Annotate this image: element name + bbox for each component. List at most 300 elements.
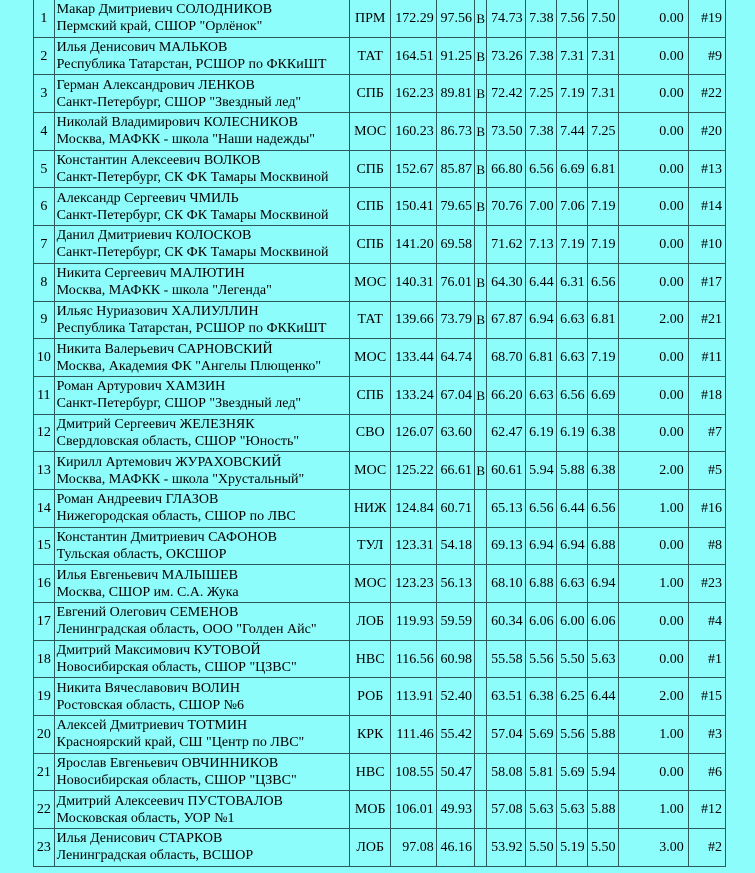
- athlete-name: Константин Дмитриевич САФОНОВ: [56, 529, 277, 545]
- component-composition: 5.63: [556, 791, 587, 829]
- total-score: 123.31: [391, 527, 436, 565]
- component-score: 60.61: [487, 452, 525, 490]
- rank-cell: 17: [34, 603, 55, 641]
- bonus-mark: [475, 414, 487, 452]
- deductions: 2.00: [618, 301, 688, 339]
- start-number: #23: [688, 565, 725, 603]
- athlete-name: Ильяс Нуриазович ХАЛИУЛЛИН: [56, 303, 259, 319]
- component-composition: 6.25: [556, 678, 587, 716]
- component-skating-skills: 5.81: [525, 753, 556, 791]
- rank-cell: 12: [34, 414, 55, 452]
- athlete-cell: [54, 527, 349, 565]
- rank-cell: 21: [34, 753, 55, 791]
- region-code: МОС: [350, 452, 391, 490]
- start-number: #20: [688, 113, 725, 151]
- region-code: МОС: [350, 263, 391, 301]
- component-skating-skills: 7.38: [525, 113, 556, 151]
- athlete-cell: [54, 188, 349, 226]
- component-skating-skills: 6.63: [525, 376, 556, 414]
- component-composition: 7.19: [556, 226, 587, 264]
- component-composition: 6.44: [556, 489, 587, 527]
- rank-cell: 1: [34, 0, 55, 37]
- athlete-name: Макар Дмитриевич СОЛОДНИКОВ: [56, 2, 273, 18]
- component-score: 57.08: [487, 791, 525, 829]
- rank-cell: 14: [34, 489, 55, 527]
- rank-cell: 15: [34, 527, 55, 565]
- table-row: [34, 226, 726, 264]
- athlete-club: Москва, СШОР им. С.А. Жука: [56, 584, 239, 600]
- total-score: 108.55: [391, 753, 436, 791]
- component-presentation: 6.56: [587, 489, 618, 527]
- component-score: 62.47: [487, 414, 525, 452]
- total-score: 139.66: [391, 301, 436, 339]
- start-number: #4: [688, 603, 725, 641]
- component-composition: 7.19: [556, 75, 587, 113]
- athlete-club: Москва, Академия ФК "Ангелы Плющенко": [56, 358, 322, 374]
- athlete-club: Санкт-Петербург, СШОР "Звездный лед": [56, 396, 302, 412]
- rank-cell: 23: [34, 829, 55, 867]
- component-score: 57.04: [487, 716, 525, 754]
- table-row: [34, 527, 726, 565]
- component-skating-skills: 6.44: [525, 263, 556, 301]
- element-score: 46.16: [436, 829, 474, 867]
- deductions: 0.00: [618, 753, 688, 791]
- athlete-cell: [54, 753, 349, 791]
- athlete-cell: [54, 263, 349, 301]
- deductions: 0.00: [618, 0, 688, 37]
- component-skating-skills: 7.38: [525, 37, 556, 75]
- component-score: 73.50: [487, 113, 525, 151]
- component-presentation: 5.94: [587, 753, 618, 791]
- component-score: 58.08: [487, 753, 525, 791]
- total-score: 162.23: [391, 75, 436, 113]
- region-code: СВО: [350, 414, 391, 452]
- bonus-mark: [475, 527, 487, 565]
- region-code: ТАТ: [350, 37, 391, 75]
- total-score: 152.67: [391, 150, 436, 188]
- athlete-cell: [54, 791, 349, 829]
- total-score: 126.07: [391, 414, 436, 452]
- region-code: ПРМ: [350, 0, 391, 37]
- deductions: 1.00: [618, 716, 688, 754]
- athlete-cell: [54, 376, 349, 414]
- component-skating-skills: 6.94: [525, 527, 556, 565]
- component-skating-skills: 7.38: [525, 0, 556, 37]
- region-code: НИЖ: [350, 489, 391, 527]
- rank-cell: 16: [34, 565, 55, 603]
- component-skating-skills: 5.50: [525, 829, 556, 867]
- total-score: 111.46: [391, 716, 436, 754]
- table-row: [34, 301, 726, 339]
- athlete-club: Ленинградская область, ООО "Голден Айс": [56, 622, 317, 638]
- start-number: #16: [688, 489, 725, 527]
- athlete-club: Красноярский край, СШ "Центр по ЛВС": [56, 735, 305, 751]
- total-score: 160.23: [391, 113, 436, 151]
- start-number: #15: [688, 678, 725, 716]
- start-number: #10: [688, 226, 725, 264]
- table-row: [34, 37, 726, 75]
- component-composition: 6.63: [556, 565, 587, 603]
- bonus-mark: [475, 603, 487, 641]
- table-row: [34, 489, 726, 527]
- bonus-mark: B: [475, 188, 487, 226]
- component-score: 63.51: [487, 678, 525, 716]
- element-score: 86.73: [436, 113, 474, 151]
- athlete-club: Нижегородская область, СШОР по ЛВС: [56, 509, 296, 525]
- total-score: 133.44: [391, 339, 436, 377]
- component-presentation: 5.63: [587, 640, 618, 678]
- element-score: 69.58: [436, 226, 474, 264]
- component-composition: 6.69: [556, 150, 587, 188]
- athlete-cell: [54, 716, 349, 754]
- element-score: 67.04: [436, 376, 474, 414]
- table-row: [34, 829, 726, 867]
- component-score: 65.13: [487, 489, 525, 527]
- component-score: 69.13: [487, 527, 525, 565]
- region-code: СПБ: [350, 226, 391, 264]
- component-composition: 5.50: [556, 640, 587, 678]
- element-score: 79.65: [436, 188, 474, 226]
- rank-cell: 20: [34, 716, 55, 754]
- component-score: 55.58: [487, 640, 525, 678]
- element-score: 52.40: [436, 678, 474, 716]
- region-code: МОС: [350, 565, 391, 603]
- component-composition: 6.63: [556, 301, 587, 339]
- athlete-cell: [54, 678, 349, 716]
- component-presentation: 6.44: [587, 678, 618, 716]
- start-number: #19: [688, 0, 725, 37]
- athlete-club: Ростовская область, СШОР №6: [56, 697, 244, 713]
- athlete-name: Никита Вячеславович ВОЛИН: [56, 680, 240, 696]
- rank-cell: 4: [34, 113, 55, 151]
- element-score: 66.61: [436, 452, 474, 490]
- component-presentation: 6.06: [587, 603, 618, 641]
- deductions: 0.00: [618, 226, 688, 264]
- component-presentation: 7.19: [587, 188, 618, 226]
- bonus-mark: B: [475, 376, 487, 414]
- total-score: 97.08: [391, 829, 436, 867]
- athlete-cell: [54, 75, 349, 113]
- deductions: 0.00: [618, 113, 688, 151]
- deductions: 3.00: [618, 829, 688, 867]
- deductions: 0.00: [618, 75, 688, 113]
- rank-cell: 6: [34, 188, 55, 226]
- total-score: 119.93: [391, 603, 436, 641]
- total-score: 106.01: [391, 791, 436, 829]
- results-body: [34, 0, 726, 866]
- component-skating-skills: 6.56: [525, 150, 556, 188]
- start-number: #21: [688, 301, 725, 339]
- table-row: [34, 565, 726, 603]
- total-score: 164.51: [391, 37, 436, 75]
- component-presentation: 5.88: [587, 791, 618, 829]
- region-code: НВС: [350, 640, 391, 678]
- region-code: МОБ: [350, 791, 391, 829]
- total-score: 141.20: [391, 226, 436, 264]
- total-score: 150.41: [391, 188, 436, 226]
- athlete-cell: [54, 0, 349, 37]
- component-presentation: 7.31: [587, 75, 618, 113]
- rank-cell: 11: [34, 376, 55, 414]
- component-composition: 6.63: [556, 339, 587, 377]
- start-number: #13: [688, 150, 725, 188]
- results-table: [33, 0, 726, 867]
- athlete-cell: [54, 640, 349, 678]
- athlete-club: Ленинградская область, ВСШОР: [56, 848, 254, 864]
- athlete-cell: [54, 452, 349, 490]
- component-composition: 6.00: [556, 603, 587, 641]
- deductions: 0.00: [618, 263, 688, 301]
- rank-cell: 19: [34, 678, 55, 716]
- athlete-name: Константин Алексеевич ВОЛКОВ: [56, 153, 261, 169]
- athlete-name: Кирилл Артемович ЖУРАХОВСКИЙ: [56, 454, 282, 470]
- component-composition: 6.19: [556, 414, 587, 452]
- element-score: 73.79: [436, 301, 474, 339]
- element-score: 56.13: [436, 565, 474, 603]
- total-score: 125.22: [391, 452, 436, 490]
- element-score: 63.60: [436, 414, 474, 452]
- component-presentation: 6.38: [587, 452, 618, 490]
- component-score: 68.10: [487, 565, 525, 603]
- start-number: #18: [688, 376, 725, 414]
- element-score: 60.98: [436, 640, 474, 678]
- athlete-cell: [54, 414, 349, 452]
- component-composition: 7.31: [556, 37, 587, 75]
- table-row: [34, 150, 726, 188]
- athlete-name: Дмитрий Сергеевич ЖЕЛЕЗНЯК: [56, 416, 255, 432]
- element-score: 49.93: [436, 791, 474, 829]
- element-score: 89.81: [436, 75, 474, 113]
- region-code: РОБ: [350, 678, 391, 716]
- region-code: НВС: [350, 753, 391, 791]
- total-score: 124.84: [391, 489, 436, 527]
- deductions: 2.00: [618, 678, 688, 716]
- component-score: 74.73: [487, 0, 525, 37]
- athlete-club: Новосибирская область, СШОР "ЦЗВС": [56, 773, 297, 789]
- component-score: 66.20: [487, 376, 525, 414]
- bonus-mark: B: [475, 150, 487, 188]
- athlete-cell: [54, 489, 349, 527]
- component-presentation: 6.81: [587, 150, 618, 188]
- component-presentation: 6.88: [587, 527, 618, 565]
- rank-cell: 18: [34, 640, 55, 678]
- athlete-name: Николай Владимирович КОЛЕСНИКОВ: [56, 115, 298, 131]
- bonus-mark: [475, 829, 487, 867]
- total-score: 133.24: [391, 376, 436, 414]
- start-number: #9: [688, 37, 725, 75]
- rank-cell: 13: [34, 452, 55, 490]
- deductions: 0.00: [618, 414, 688, 452]
- athlete-cell: [54, 339, 349, 377]
- deductions: 1.00: [618, 489, 688, 527]
- component-score: 68.70: [487, 339, 525, 377]
- component-composition: 7.06: [556, 188, 587, 226]
- component-score: 73.26: [487, 37, 525, 75]
- element-score: 55.42: [436, 716, 474, 754]
- athlete-club: Москва, МАФКК - школа "Хрустальный": [56, 471, 305, 487]
- athlete-name: Евгений Олегович СЕМЕНОВ: [56, 605, 239, 621]
- total-score: 113.91: [391, 678, 436, 716]
- component-score: 67.87: [487, 301, 525, 339]
- deductions: 0.00: [618, 640, 688, 678]
- deductions: 0.00: [618, 37, 688, 75]
- deductions: 2.00: [618, 452, 688, 490]
- component-skating-skills: 5.69: [525, 716, 556, 754]
- athlete-club: Свердловская область, СШОР "Юность": [56, 433, 300, 449]
- athlete-cell: [54, 829, 349, 867]
- component-skating-skills: 7.13: [525, 226, 556, 264]
- component-presentation: 6.94: [587, 565, 618, 603]
- athlete-name: Роман Андреевич ГЛАЗОВ: [56, 492, 219, 508]
- bonus-mark: B: [475, 113, 487, 151]
- deductions: 0.00: [618, 188, 688, 226]
- deductions: 1.00: [618, 565, 688, 603]
- athlete-club: Санкт-Петербург, СК ФК Тамары Москвиной: [56, 245, 329, 261]
- bonus-mark: [475, 226, 487, 264]
- bonus-mark: B: [475, 263, 487, 301]
- athlete-name: Илья Денисович СТАРКОВ: [56, 831, 223, 847]
- athlete-name: Никита Валерьевич САРНОВСКИЙ: [56, 341, 273, 357]
- component-composition: 6.31: [556, 263, 587, 301]
- table-row: [34, 716, 726, 754]
- athlete-name: Роман Артурович ХАМЗИН: [56, 379, 226, 395]
- region-code: ЛОБ: [350, 829, 391, 867]
- component-presentation: 7.19: [587, 226, 618, 264]
- start-number: #22: [688, 75, 725, 113]
- component-skating-skills: 6.88: [525, 565, 556, 603]
- athlete-cell: [54, 565, 349, 603]
- element-score: 64.74: [436, 339, 474, 377]
- start-number: #6: [688, 753, 725, 791]
- region-code: МОС: [350, 113, 391, 151]
- rank-cell: 2: [34, 37, 55, 75]
- component-presentation: 7.25: [587, 113, 618, 151]
- region-code: СПБ: [350, 376, 391, 414]
- table-row: [34, 339, 726, 377]
- athlete-name: Илья Евгеньевич МАЛЫШЕВ: [56, 567, 239, 583]
- component-presentation: 5.50: [587, 829, 618, 867]
- bonus-mark: B: [475, 301, 487, 339]
- component-composition: 7.56: [556, 0, 587, 37]
- component-presentation: 7.50: [587, 0, 618, 37]
- component-presentation: 6.81: [587, 301, 618, 339]
- region-code: КРК: [350, 716, 391, 754]
- component-composition: 5.56: [556, 716, 587, 754]
- start-number: #2: [688, 829, 725, 867]
- component-composition: 7.44: [556, 113, 587, 151]
- component-score: 60.34: [487, 603, 525, 641]
- bonus-mark: [475, 640, 487, 678]
- rank-cell: 8: [34, 263, 55, 301]
- rank-cell: 7: [34, 226, 55, 264]
- table-row: [34, 791, 726, 829]
- region-code: СПБ: [350, 188, 391, 226]
- component-presentation: 6.69: [587, 376, 618, 414]
- component-skating-skills: 6.06: [525, 603, 556, 641]
- bonus-mark: B: [475, 37, 487, 75]
- component-presentation: 6.56: [587, 263, 618, 301]
- bonus-mark: [475, 489, 487, 527]
- region-code: СПБ: [350, 150, 391, 188]
- component-score: 64.30: [487, 263, 525, 301]
- total-score: 123.23: [391, 565, 436, 603]
- athlete-name: Никита Сергеевич МАЛЮТИН: [56, 266, 245, 282]
- component-skating-skills: 5.94: [525, 452, 556, 490]
- bonus-mark: [475, 753, 487, 791]
- start-number: #3: [688, 716, 725, 754]
- component-composition: 5.69: [556, 753, 587, 791]
- table-row: [34, 75, 726, 113]
- region-code: ТАТ: [350, 301, 391, 339]
- component-composition: 5.88: [556, 452, 587, 490]
- bonus-mark: B: [475, 452, 487, 490]
- component-skating-skills: 6.38: [525, 678, 556, 716]
- table-row: [34, 0, 726, 37]
- component-presentation: 6.38: [587, 414, 618, 452]
- element-score: 59.59: [436, 603, 474, 641]
- athlete-name: Дмитрий Алексеевич ПУСТОВАЛОВ: [56, 793, 283, 809]
- component-score: 70.76: [487, 188, 525, 226]
- deductions: 0.00: [618, 339, 688, 377]
- athlete-cell: [54, 37, 349, 75]
- athlete-name: Ярослав Евгеньевич ОВЧИННИКОВ: [56, 756, 279, 772]
- athlete-name: Дмитрий Максимович КУТОВОЙ: [56, 643, 261, 659]
- athlete-club: Санкт-Петербург, СК ФК Тамары Москвиной: [56, 170, 329, 186]
- rank-cell: 3: [34, 75, 55, 113]
- athlete-name: Герман Александрович ЛЕНКОВ: [56, 77, 255, 93]
- bonus-mark: [475, 791, 487, 829]
- element-score: 54.18: [436, 527, 474, 565]
- athlete-name: Данил Дмитриевич КОЛОСКОВ: [56, 228, 252, 244]
- total-score: 172.29: [391, 0, 436, 37]
- total-score: 140.31: [391, 263, 436, 301]
- table-row: [34, 678, 726, 716]
- athlete-club: Москва, МАФКК - школа "Легенда": [56, 283, 272, 299]
- athlete-cell: [54, 301, 349, 339]
- component-skating-skills: 6.19: [525, 414, 556, 452]
- table-row: [34, 376, 726, 414]
- athlete-name: Илья Денисович МАЛЬКОВ: [56, 40, 228, 56]
- component-skating-skills: 6.94: [525, 301, 556, 339]
- start-number: #11: [688, 339, 725, 377]
- component-skating-skills: 6.56: [525, 489, 556, 527]
- component-composition: 6.94: [556, 527, 587, 565]
- bonus-mark: [475, 678, 487, 716]
- component-presentation: 7.31: [587, 37, 618, 75]
- table-row: [34, 414, 726, 452]
- table-row: [34, 263, 726, 301]
- start-number: #5: [688, 452, 725, 490]
- region-code: МОС: [350, 339, 391, 377]
- bonus-mark: [475, 565, 487, 603]
- table-row: [34, 753, 726, 791]
- start-number: #14: [688, 188, 725, 226]
- rank-cell: 10: [34, 339, 55, 377]
- start-number: #12: [688, 791, 725, 829]
- component-presentation: 7.19: [587, 339, 618, 377]
- athlete-cell: [54, 113, 349, 151]
- region-code: ТУЛ: [350, 527, 391, 565]
- athlete-name: Александр Сергеевич ЧМИЛЬ: [56, 190, 239, 206]
- start-number: #7: [688, 414, 725, 452]
- athlete-club: Новосибирская область, СШОР "ЦЗВС": [56, 660, 297, 676]
- component-composition: 6.56: [556, 376, 587, 414]
- element-score: 76.01: [436, 263, 474, 301]
- start-number: #8: [688, 527, 725, 565]
- athlete-club: Московская область, УОР №1: [56, 810, 235, 826]
- table-row: [34, 640, 726, 678]
- athlete-club: Республика Татарстан, РСШОР по ФККиШТ: [56, 57, 327, 73]
